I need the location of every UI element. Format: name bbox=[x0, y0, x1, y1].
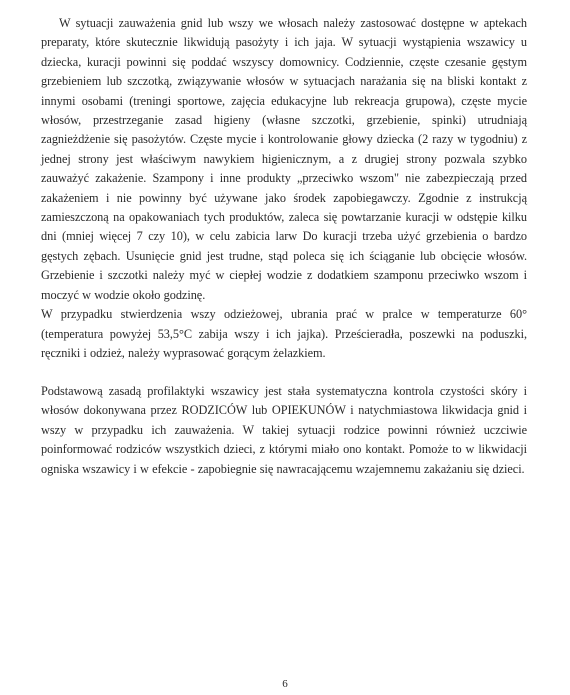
paragraph-body-lice-laundry: W przypadku stwierdzenia wszy odzieżowej, ubrania prać w pralce w temperaturze 60° (temperatura powyżej 53,5°C zabija wszy i ich jajka). Prześcieradła, poszewki na poduszki, ręczniki i odzież, należy wyprasować gorącym żelazkiem. bbox=[41, 307, 527, 360]
body-text-section-prevention bbox=[41, 382, 527, 479]
page-number: 6 bbox=[282, 678, 288, 690]
paragraph-lice-treatment: W sytuacji zauważenia gnid lub wszy we włosach należy zastosować dostępne w aptekach preparaty, które skutecznie likwidują pasożyty i ich jaja. W sytuacji wystąpienia wszawicy u dziecka, kuracji powinni się poddać wszyscy domownicy. Codziennie, częste czesanie gęstym grzebieniem lub szczotką, związywanie włosów w sytuacjach narażania się na bliski kontakt z innymi osobami (treningi sportowe, zajęcia edukacyjne lub rekreacja grupowa), częste mycie włosów, przestrzeganie zasad higieny (własne szczotki, grzebienie, spinki) utrudniają zagnieżdżenie się pasożytów. Częste mycie i kontrolowanie głowy dziecka (2 razy w tygodniu) z jednej strony jest właściwym nawykiem higienicznym, a z drugiej strony pozwala szybko zauważyć zakażenie. Szampony i inne produkty „przeciwko wszom" nie zabezpieczają przed zakażeniem i nie powinny być używane jako środek zapobiegawczy. Zgodnie z instrukcją zamieszczoną na opakowaniach tych produktów, zaleca się powtarzanie kuracji w odstępie kilku dni (mniej więcej 7 czy 10), w celu zabicia larw Do kuracji trzeba użyć grzebienia o bardzo gęstych zębach. Usunięcie gnid jest trudne, stąd poleca się ich ściąganie lub obcięcie włosów. Grzebienie i szczotki należy myć w ciepłej wodzie z dodatkiem szamponu przeciwko wszom i moczyć w wodzie około godzinę. bbox=[41, 16, 527, 302]
paragraph-prevention: Podstawową zasadą profilaktyki wszawicy jest stała systematyczna kontrola czystości skóry i włosów dokonywana przez RODZICÓW lub OPIEKUNÓW i natychmiastowa likwidacja gnid i wszy w przypadku ich zauważenia. W takiej sytuacji rodzice powinni również uczciwie poinformować rodziców wszystkich dzieci, z którymi miało ono kontakt. Pomoże to w likwidacji ogniska wszawicy i w efekcie - zapobiegnie się nawracającemu wzajemnemu zakażaniu się dzieci. bbox=[41, 384, 527, 476]
body-text-section-lice-treatment bbox=[41, 14, 527, 363]
